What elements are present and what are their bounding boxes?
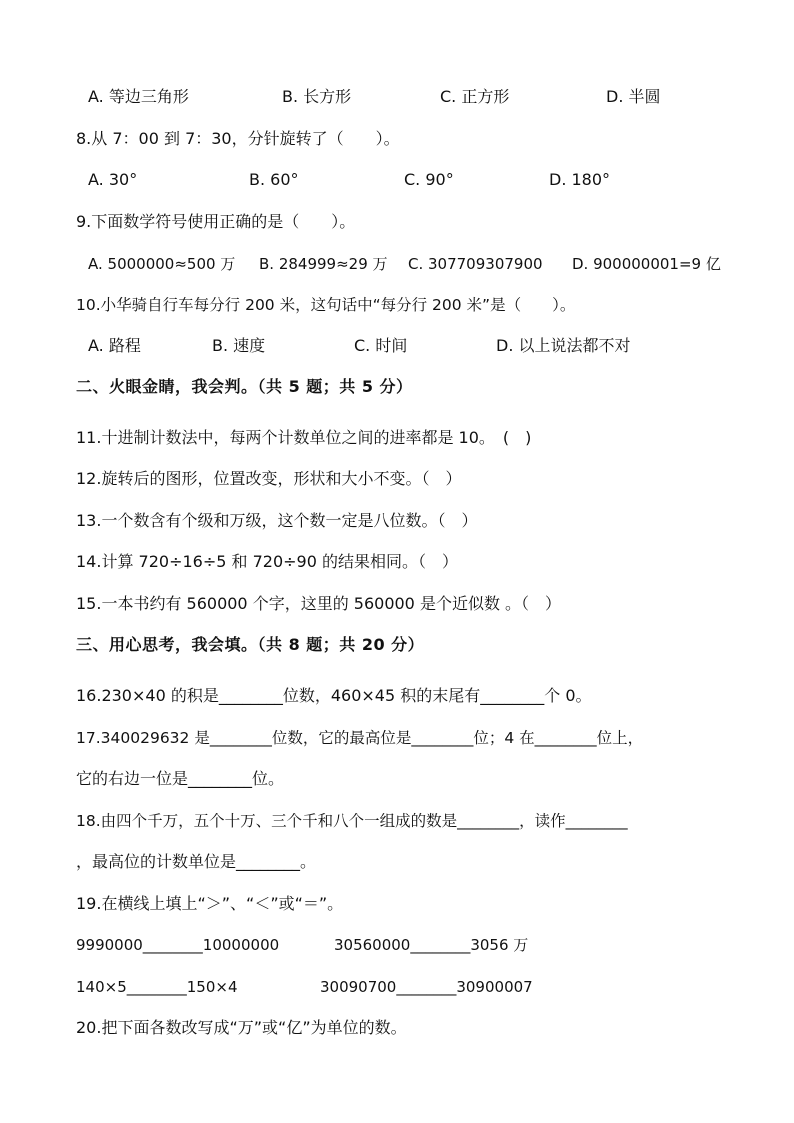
q9-option-b: B. 284999≈29 万: [259, 255, 388, 273]
q20-stem: 20.把下面各数改写成“万”或“亿”为单位的数。: [76, 1018, 407, 1037]
q16: 16.230×40 的积是________位数，460×45 积的末尾有________个 0。: [76, 686, 592, 705]
q8-stem: 8.从 7：00 到 7：30，分针旋转了（ ）。: [76, 129, 400, 148]
q18-line-2: ，最高位的计数单位是________。: [76, 852, 317, 871]
q7-option-a: A. 等边三角形: [88, 87, 189, 106]
q9-stem: 9.下面数学符号使用正确的是（ ）。: [76, 212, 356, 231]
q14: 14.计算 720÷16÷5 和 720÷90 的结果相同。（ ）: [76, 552, 458, 571]
q19-pair-2: 30560000________3056 万: [334, 936, 529, 954]
q7-option-b: B. 长方形: [282, 87, 352, 106]
q15: 15.一本书约有 560000 个字，这里的 560000 是个近似数 。（ ）: [76, 594, 562, 613]
q19-pair-1: 9990000________10000000: [76, 936, 280, 954]
q8-option-d: D. 180°: [549, 170, 611, 189]
q7-option-d: D. 半圆: [606, 87, 661, 106]
q19-stem: 19.在横线上填上“＞”、“＜”或“＝”。: [76, 894, 344, 913]
q19-pair-3: 140×5________150×4: [76, 978, 238, 996]
q12: 12.旋转后的图形，位置改变，形状和大小不变。（ ）: [76, 469, 462, 488]
q19-pair-4: 30090700________30900007: [320, 978, 533, 996]
q10-option-a: A. 路程: [88, 336, 141, 355]
q10-option-b: B. 速度: [212, 336, 266, 355]
q10-stem: 10.小华骑自行车每分行 200 米，这句话中“每分行 200 米”是（ ）。: [76, 296, 576, 314]
q8-option-c: C. 90°: [404, 170, 454, 189]
q8-option-a: A. 30°: [88, 170, 138, 189]
q7-option-c: C. 正方形: [440, 87, 510, 106]
q9-option-c: C. 307709307900: [408, 255, 543, 273]
q9-option-a: A. 5000000≈500 万: [88, 255, 236, 273]
q9-option-d: D. 900000001=9 亿: [572, 255, 721, 273]
section-3-heading: 三、用心思考，我会填。（共 8 题；共 20 分）: [76, 635, 425, 654]
q10-option-c: C. 时间: [354, 336, 408, 355]
q8-option-b: B. 60°: [249, 170, 299, 189]
q17-line-2: 它的右边一位是________位。: [76, 769, 285, 788]
q10-option-d: D. 以上说法都不对: [496, 336, 631, 355]
q11: 11.十进制计数法中，每两个计数单位之间的进率都是 10。 ( ): [76, 428, 532, 447]
section-2-heading: 二、火眼金睛，我会判。（共 5 题；共 5 分）: [76, 377, 413, 396]
q18-line-1: 18.由四个千万，五个十万、三个千和八个一组成的数是________，读作________: [76, 812, 628, 830]
q13: 13.一个数含有个级和万级，这个数一定是八位数。（ ）: [76, 511, 478, 530]
q17-line-1: 17.340029632 是________位数，它的最高位是________位；4 在________位上，: [76, 729, 644, 747]
